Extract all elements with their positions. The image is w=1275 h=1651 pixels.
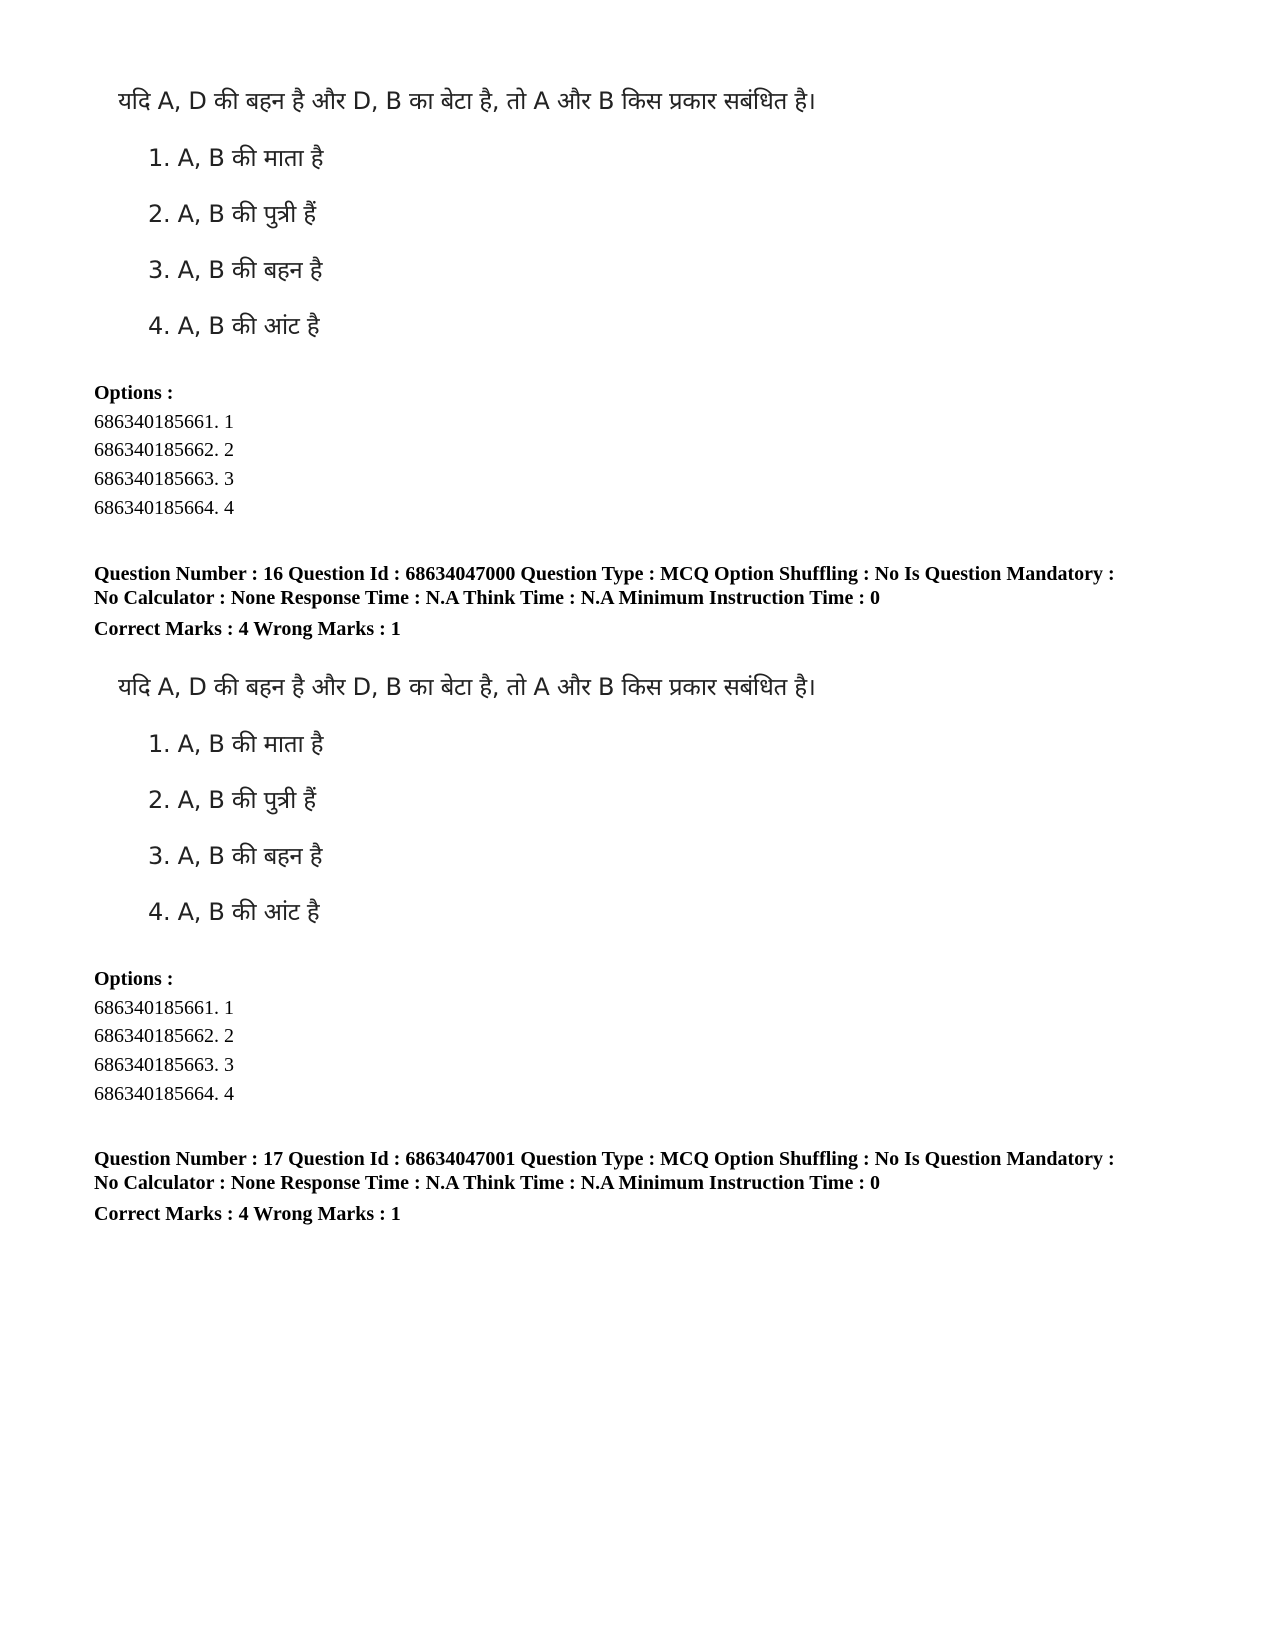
question-meta-line: Question Number : 16 Question Id : 68634047000 Question Type : MCQ Option Shuffling : No Is Question Mandatory : xyxy=(94,563,1115,585)
question-15-text xyxy=(118,86,1018,340)
options-title: Options : xyxy=(94,968,174,990)
choice-2: 2. A, B की पुत्री हैं xyxy=(148,200,316,228)
question-16-text xyxy=(118,672,1018,926)
choice-4: 4. A, B की आंट है xyxy=(148,898,320,926)
question-text: यदि A, D की बहन है और D, B का बेटा है, तो A और B किस प्रकार सबंधित है। xyxy=(118,673,816,701)
question-meta-line: Question Number : 17 Question Id : 68634047001 Question Type : MCQ Option Shuffling : No Is Question Mandatory : xyxy=(94,1148,1115,1170)
option-line: 686340185664. 4 xyxy=(94,1083,234,1105)
option-line: 686340185661. 1 xyxy=(94,997,234,1019)
choice-1: 1. A, B की माता है xyxy=(148,730,324,758)
option-line: 686340185663. 3 xyxy=(94,1054,234,1076)
question-text: यदि A, D की बहन है और D, B का बेटा है, तो A और B किस प्रकार सबंधित है। xyxy=(118,87,816,115)
choice-1: 1. A, B की माता है xyxy=(148,144,324,172)
option-line: 686340185662. 2 xyxy=(94,1025,234,1047)
option-line: 686340185662. 2 xyxy=(94,439,234,461)
question-17-header xyxy=(94,1147,1214,1195)
question-16-marks: Correct Marks : 4 Wrong Marks : 1 xyxy=(94,618,401,640)
question-meta-line: No Calculator : None Response Time : N.A Think Time : N.A Minimum Instruction Time : 0 xyxy=(94,1172,880,1194)
question-16-header xyxy=(94,562,1214,610)
choice-2: 2. A, B की पुत्री हैं xyxy=(148,786,316,814)
option-line: 686340185663. 3 xyxy=(94,468,234,490)
choice-3: 3. A, B की बहन है xyxy=(148,256,323,284)
option-line: 686340185661. 1 xyxy=(94,411,234,433)
question-meta-line: No Calculator : None Response Time : N.A Think Time : N.A Minimum Instruction Time : 0 xyxy=(94,587,880,609)
choice-4: 4. A, B की आंट है xyxy=(148,312,320,340)
question-17-marks: Correct Marks : 4 Wrong Marks : 1 xyxy=(94,1203,401,1225)
option-line: 686340185664. 4 xyxy=(94,497,234,519)
choice-3: 3. A, B की बहन है xyxy=(148,842,323,870)
options-title: Options : xyxy=(94,382,174,404)
